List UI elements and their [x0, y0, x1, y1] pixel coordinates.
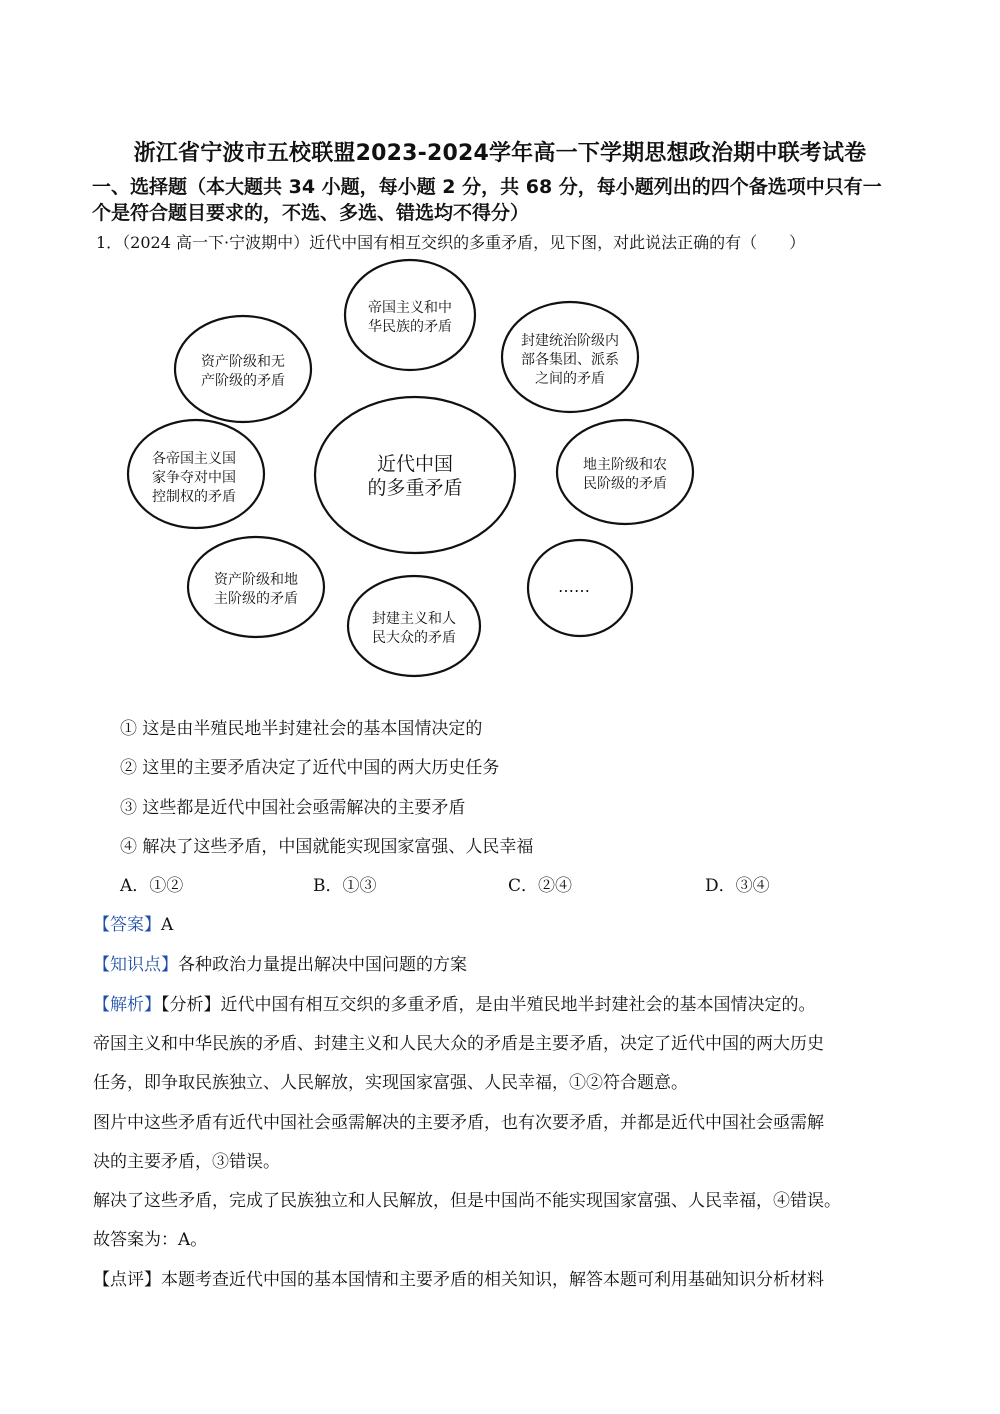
section-heading-line1: 一、选择题（本大题共 34 小题，每小题 2 分，共 68 分，每小题列出的四个备选项中只有一: [92, 176, 882, 198]
choice-b: B．①③: [313, 876, 377, 896]
center-label-2: 的多重矛盾: [367, 477, 463, 499]
analysis-tag: 【解析】: [93, 995, 161, 1015]
analysis-text: 【分析】近代中国有相互交织的多重矛盾，是由半殖民地半封建社会的基本国情决定的。: [161, 995, 816, 1015]
analysis-line-4: 图片中这些矛盾有近代中国社会亟需解决的主要矛盾，也有次要矛盾，并都是近代中国社会亟需解: [93, 1113, 824, 1133]
analysis-line-1: [93, 990, 816, 1015]
analysis-line-2: 帝国主义和中华民族的矛盾、封建主义和人民大众的矛盾是主要矛盾，决定了近代中国的两大历史: [93, 1034, 824, 1054]
node-label: 资产阶级和无: [201, 354, 285, 370]
node-label: 部各集团、派系: [521, 352, 619, 368]
center-circle: [315, 397, 515, 553]
node-label: 家争夺对中国: [152, 470, 236, 486]
page-title: 浙江省宁波市五校联盟2023-2024学年高一下学期思想政治期中联考试卷: [133, 141, 867, 166]
statement-2: ② 这里的主要矛盾决定了近代中国的两大历史任务: [120, 758, 500, 778]
node-label: 主阶级的矛盾: [214, 591, 298, 607]
answer-tag: 【答案】: [93, 915, 161, 935]
analysis-line-5: 决的主要矛盾，③错误。: [93, 1152, 280, 1172]
choice-d: D．③④: [705, 876, 770, 896]
node-label: 各帝国主义国: [152, 451, 236, 467]
comment-line: 【点评】本题考查近代中国的基本国情和主要矛盾的相关知识，解答本题可利用基础知识分析材料: [93, 1270, 824, 1290]
node-label: 资产阶级和地: [214, 572, 298, 588]
statement-1: ① 这是由半殖民地半封建社会的基本国情决定的: [120, 719, 483, 739]
node-label: 民大众的矛盾: [372, 630, 456, 646]
knowledge-line: [93, 950, 467, 975]
node-label: 产阶级的矛盾: [201, 373, 285, 389]
node-label: 华民族的矛盾: [368, 319, 452, 335]
choice-a: A．①②: [120, 876, 184, 896]
node-label: 之间的矛盾: [535, 371, 605, 387]
node-label: 控制权的矛盾: [152, 489, 236, 505]
node-label: 民阶级的矛盾: [583, 476, 667, 492]
section-heading-line2: 个是符合题目要求的，不选、多选、错选均不得分）: [92, 202, 530, 224]
node-label: 封建统治阶级内: [521, 333, 619, 349]
analysis-line-7: 故答案为：A。: [93, 1230, 208, 1250]
analysis-line-3: 任务，即争取民族独立、人民解放，实现国家富强、人民幸福，①②符合题意。: [93, 1073, 688, 1093]
answer-value: A: [161, 915, 174, 935]
node-label: 地主阶级和农: [583, 457, 667, 473]
node-label: 帝国主义和中: [368, 300, 452, 316]
statement-4: ④ 解决了这些矛盾，中国就能实现国家富强、人民幸福: [120, 837, 534, 857]
contradictions-diagram: [0, 0, 1000, 700]
center-label-1: 近代中国: [376, 453, 454, 475]
node-label: 封建主义和人: [372, 611, 456, 627]
question-stem: 1．（2024 高一下·宁波期中）近代中国有相互交织的多重矛盾，见下图，对此说法正确的有（ ）: [96, 233, 806, 252]
node-label: ……: [558, 577, 590, 596]
answer-line: [93, 910, 173, 935]
choice-c: C．②④: [508, 876, 573, 896]
knowledge-value: 各种政治力量提出解决中国问题的方案: [178, 955, 467, 975]
analysis-line-6: 解决了这些矛盾，完成了民族独立和人民解放，但是中国尚不能实现国家富强、人民幸福，④错误。: [93, 1191, 841, 1211]
knowledge-tag: 【知识点】: [93, 955, 178, 975]
statement-3: ③ 这些都是近代中国社会亟需解决的主要矛盾: [120, 798, 466, 818]
